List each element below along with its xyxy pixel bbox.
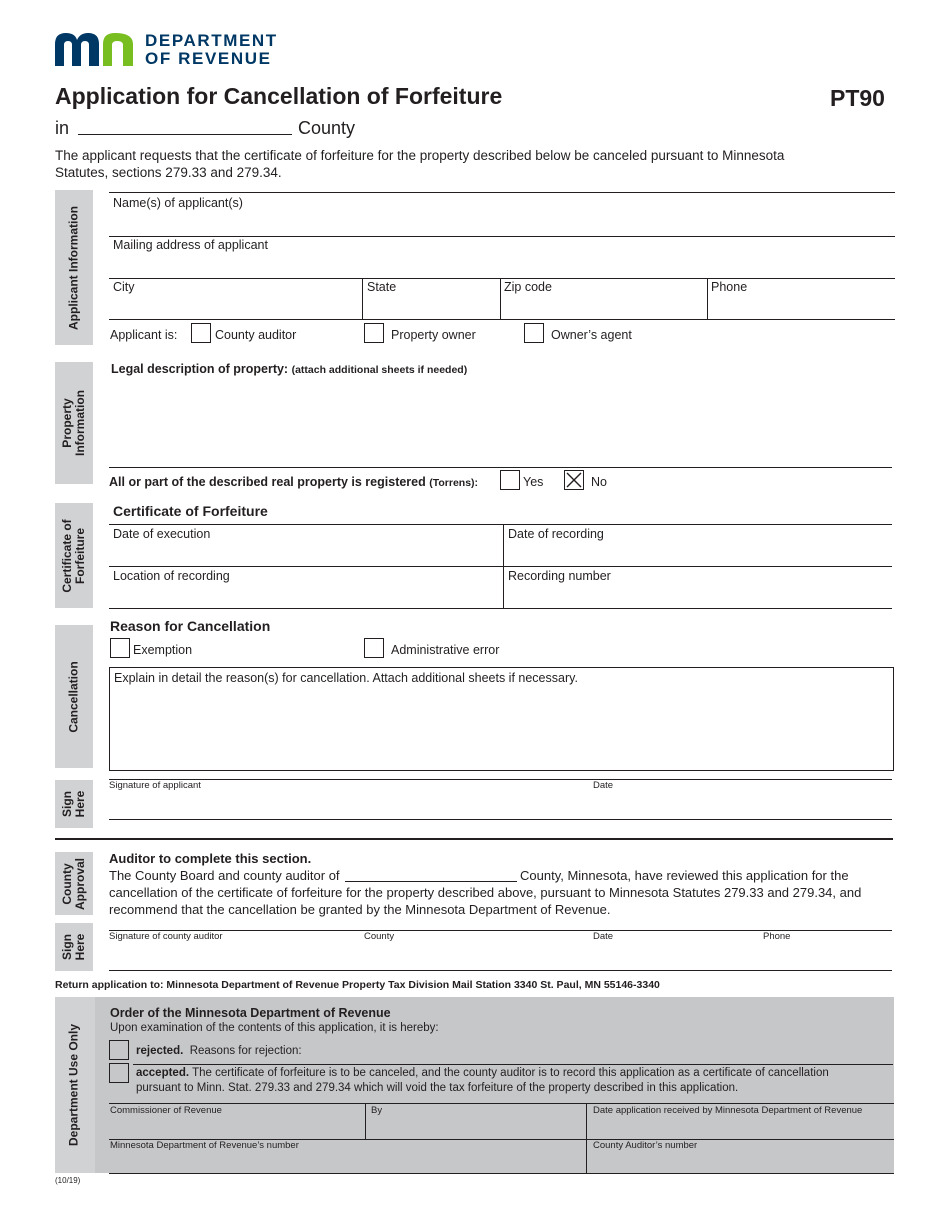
approval-text-line-2: cancellation of the certificate of forfeiture for the property described above, pursuant to Minnesota Statutes 279.33 and 279.34, and — [109, 885, 862, 900]
applicant-signature-label: Signature of applicant — [109, 780, 201, 791]
explanation-hint: Explain in detail the reason(s) for cancellation. Attach additional sheets if necessary. — [114, 671, 578, 685]
approval-text-line-1b: County, Minnesota, have reviewed this application for the — [520, 868, 849, 883]
date-recording-label: Date of recording — [508, 527, 604, 541]
auditor-phone-label: Phone — [763, 931, 791, 942]
administrative-error-checkbox[interactable] — [364, 638, 384, 658]
logo-text-line-1: DEPARTMENT — [145, 31, 278, 50]
divider — [707, 278, 708, 319]
mailing-address-field[interactable] — [109, 237, 895, 278]
rejected-line: rejected. Reasons for rejection: — [136, 1045, 302, 1057]
revision-date: (10/19) — [55, 1176, 81, 1185]
legal-description-field[interactable] — [109, 378, 892, 466]
county-auditor-label: County auditor — [215, 328, 297, 342]
in-label: in — [55, 118, 70, 138]
auditor-county-label: County — [364, 931, 395, 942]
commissioner-label: Commissioner of Revenue — [110, 1105, 222, 1116]
administrative-error-label: Administrative error — [391, 643, 500, 657]
accepted-line-2: pursuant to Minn. Stat. 279.33 and 279.34 which will void the tax forfeiture of the property described in this application. — [136, 1082, 739, 1094]
county-name-line[interactable] — [78, 134, 292, 135]
divider — [365, 1103, 366, 1139]
auditor-county-field[interactable] — [364, 944, 589, 969]
torrens-no-label: No — [591, 475, 607, 489]
applicant-names-label: Name(s) of applicant(s) — [113, 196, 243, 210]
form-code: PT90 — [830, 85, 885, 111]
divider — [109, 819, 892, 820]
divider — [109, 779, 892, 780]
order-subtext: Upon examination of the contents of this application, it is hereby: — [110, 1022, 439, 1034]
certificate-heading: Certificate of Forfeiture — [113, 503, 268, 519]
tab-cancellation: Cancellation — [55, 625, 93, 768]
mailing-address-label: Mailing address of applicant — [113, 238, 268, 252]
county-auditor-checkbox[interactable] — [191, 323, 211, 343]
recording-number-label: Recording number — [508, 569, 611, 583]
approval-text-line-3: recommend that the cancellation be granted by the Minnesota Department of Revenue. — [109, 902, 611, 917]
auditor-number-label: County Auditor’s number — [593, 1140, 698, 1151]
accepted-line-1: accepted. The certificate of forfeiture is to be canceled, and the county auditor is to record this application as a certificate of cancellation — [136, 1067, 829, 1079]
divider — [109, 1173, 894, 1174]
divider — [109, 278, 895, 279]
auditor-signature-field[interactable] — [109, 944, 359, 969]
divider — [586, 1103, 587, 1173]
exemption-checkbox[interactable] — [110, 638, 130, 658]
legal-description-label: Legal description of property: (attach additional sheets if needed) — [111, 362, 468, 376]
auditor-date-field[interactable] — [593, 944, 758, 969]
date-execution-label: Date of execution — [113, 527, 211, 541]
city-label: City — [113, 280, 135, 294]
applicant-date-field[interactable] — [593, 793, 891, 818]
tab-sign-here-auditor: Sign Here — [55, 923, 93, 971]
location-recording-label: Location of recording — [113, 569, 230, 583]
page-title: Application for Cancellation of Forfeiture — [55, 83, 503, 109]
torrens-yes-label: Yes — [523, 475, 544, 489]
order-heading: Order of the Minnesota Department of Revenue — [110, 1006, 391, 1020]
divider — [109, 467, 892, 468]
auditor-date-label: Date — [593, 931, 614, 942]
torrens-question: All or part of the described real property is registered (Torrens): — [109, 475, 479, 489]
owners-agent-label: Owner’s agent — [551, 328, 632, 342]
approval-text-line-1a: The County Board and county auditor of — [109, 868, 340, 883]
county-label: County — [298, 118, 356, 138]
divider — [109, 608, 892, 609]
tab-department-use-only: Department Use Only — [66, 1023, 81, 1147]
phone-label: Phone — [711, 280, 748, 294]
auditor-signature-label: Signature of county auditor — [109, 931, 223, 942]
return-address: Return application to: Minnesota Department of Revenue Property Tax Division Mail Station 3340 St. Paul, MN 55146-3340 — [55, 979, 660, 991]
applicant-names-field[interactable] — [109, 193, 895, 235]
state-label: State — [367, 280, 397, 294]
accepted-checkbox[interactable] — [109, 1063, 129, 1083]
reason-heading: Reason for Cancellation — [110, 618, 271, 634]
divider — [500, 278, 501, 319]
divider — [109, 319, 895, 320]
divider — [133, 1064, 893, 1065]
section-separator — [55, 838, 893, 840]
property-owner-checkbox[interactable] — [364, 323, 384, 343]
by-label: By — [371, 1105, 383, 1116]
property-owner-label: Property owner — [391, 328, 476, 342]
auditor-heading: Auditor to complete this section. — [109, 851, 312, 866]
zip-label: Zip code — [504, 280, 552, 294]
mn-logo — [55, 30, 135, 66]
logo-text-line-2: OF REVENUE — [145, 49, 272, 68]
auditor-phone-field[interactable] — [763, 944, 891, 969]
applicant-is-label: Applicant is: — [110, 328, 178, 342]
rejected-checkbox[interactable] — [109, 1040, 129, 1060]
owners-agent-checkbox[interactable] — [524, 323, 544, 343]
tab-sign-here-applicant: Sign Here — [55, 780, 93, 828]
explanation-textarea[interactable] — [109, 667, 894, 771]
applicant-date-label: Date — [593, 780, 614, 791]
approval-county-line[interactable] — [345, 881, 517, 882]
divider — [109, 1103, 894, 1104]
torrens-yes-checkbox[interactable] — [500, 470, 520, 490]
checked-x-icon — [565, 471, 583, 489]
tab-county-approval: County Approval — [55, 852, 93, 915]
divider — [503, 524, 504, 608]
applicant-signature-field[interactable] — [109, 793, 589, 818]
dor-number-label: Minnesota Department of Revenue’s number — [110, 1140, 299, 1151]
divider — [362, 278, 363, 319]
divider — [109, 524, 892, 525]
tab-applicant-information: Applicant Information — [55, 190, 93, 345]
divider — [109, 970, 892, 971]
tab-property-information: Property Information — [55, 362, 93, 484]
torrens-no-checkbox[interactable] — [564, 470, 584, 490]
date-received-label: Date application received by Minnesota Department of Revenue — [593, 1105, 863, 1116]
tab-certificate-of-forfeiture: Certificate of Forfeiture — [55, 503, 93, 608]
mn-logo-mark-icon — [55, 30, 135, 66]
exemption-label: Exemption — [133, 643, 193, 657]
intro-text: The applicant requests that the certificate of forfeiture for the property described below be canceled pursuant to Minnesota Statutes, sections 279.33 and 279.34. — [55, 148, 785, 180]
divider — [109, 566, 892, 567]
